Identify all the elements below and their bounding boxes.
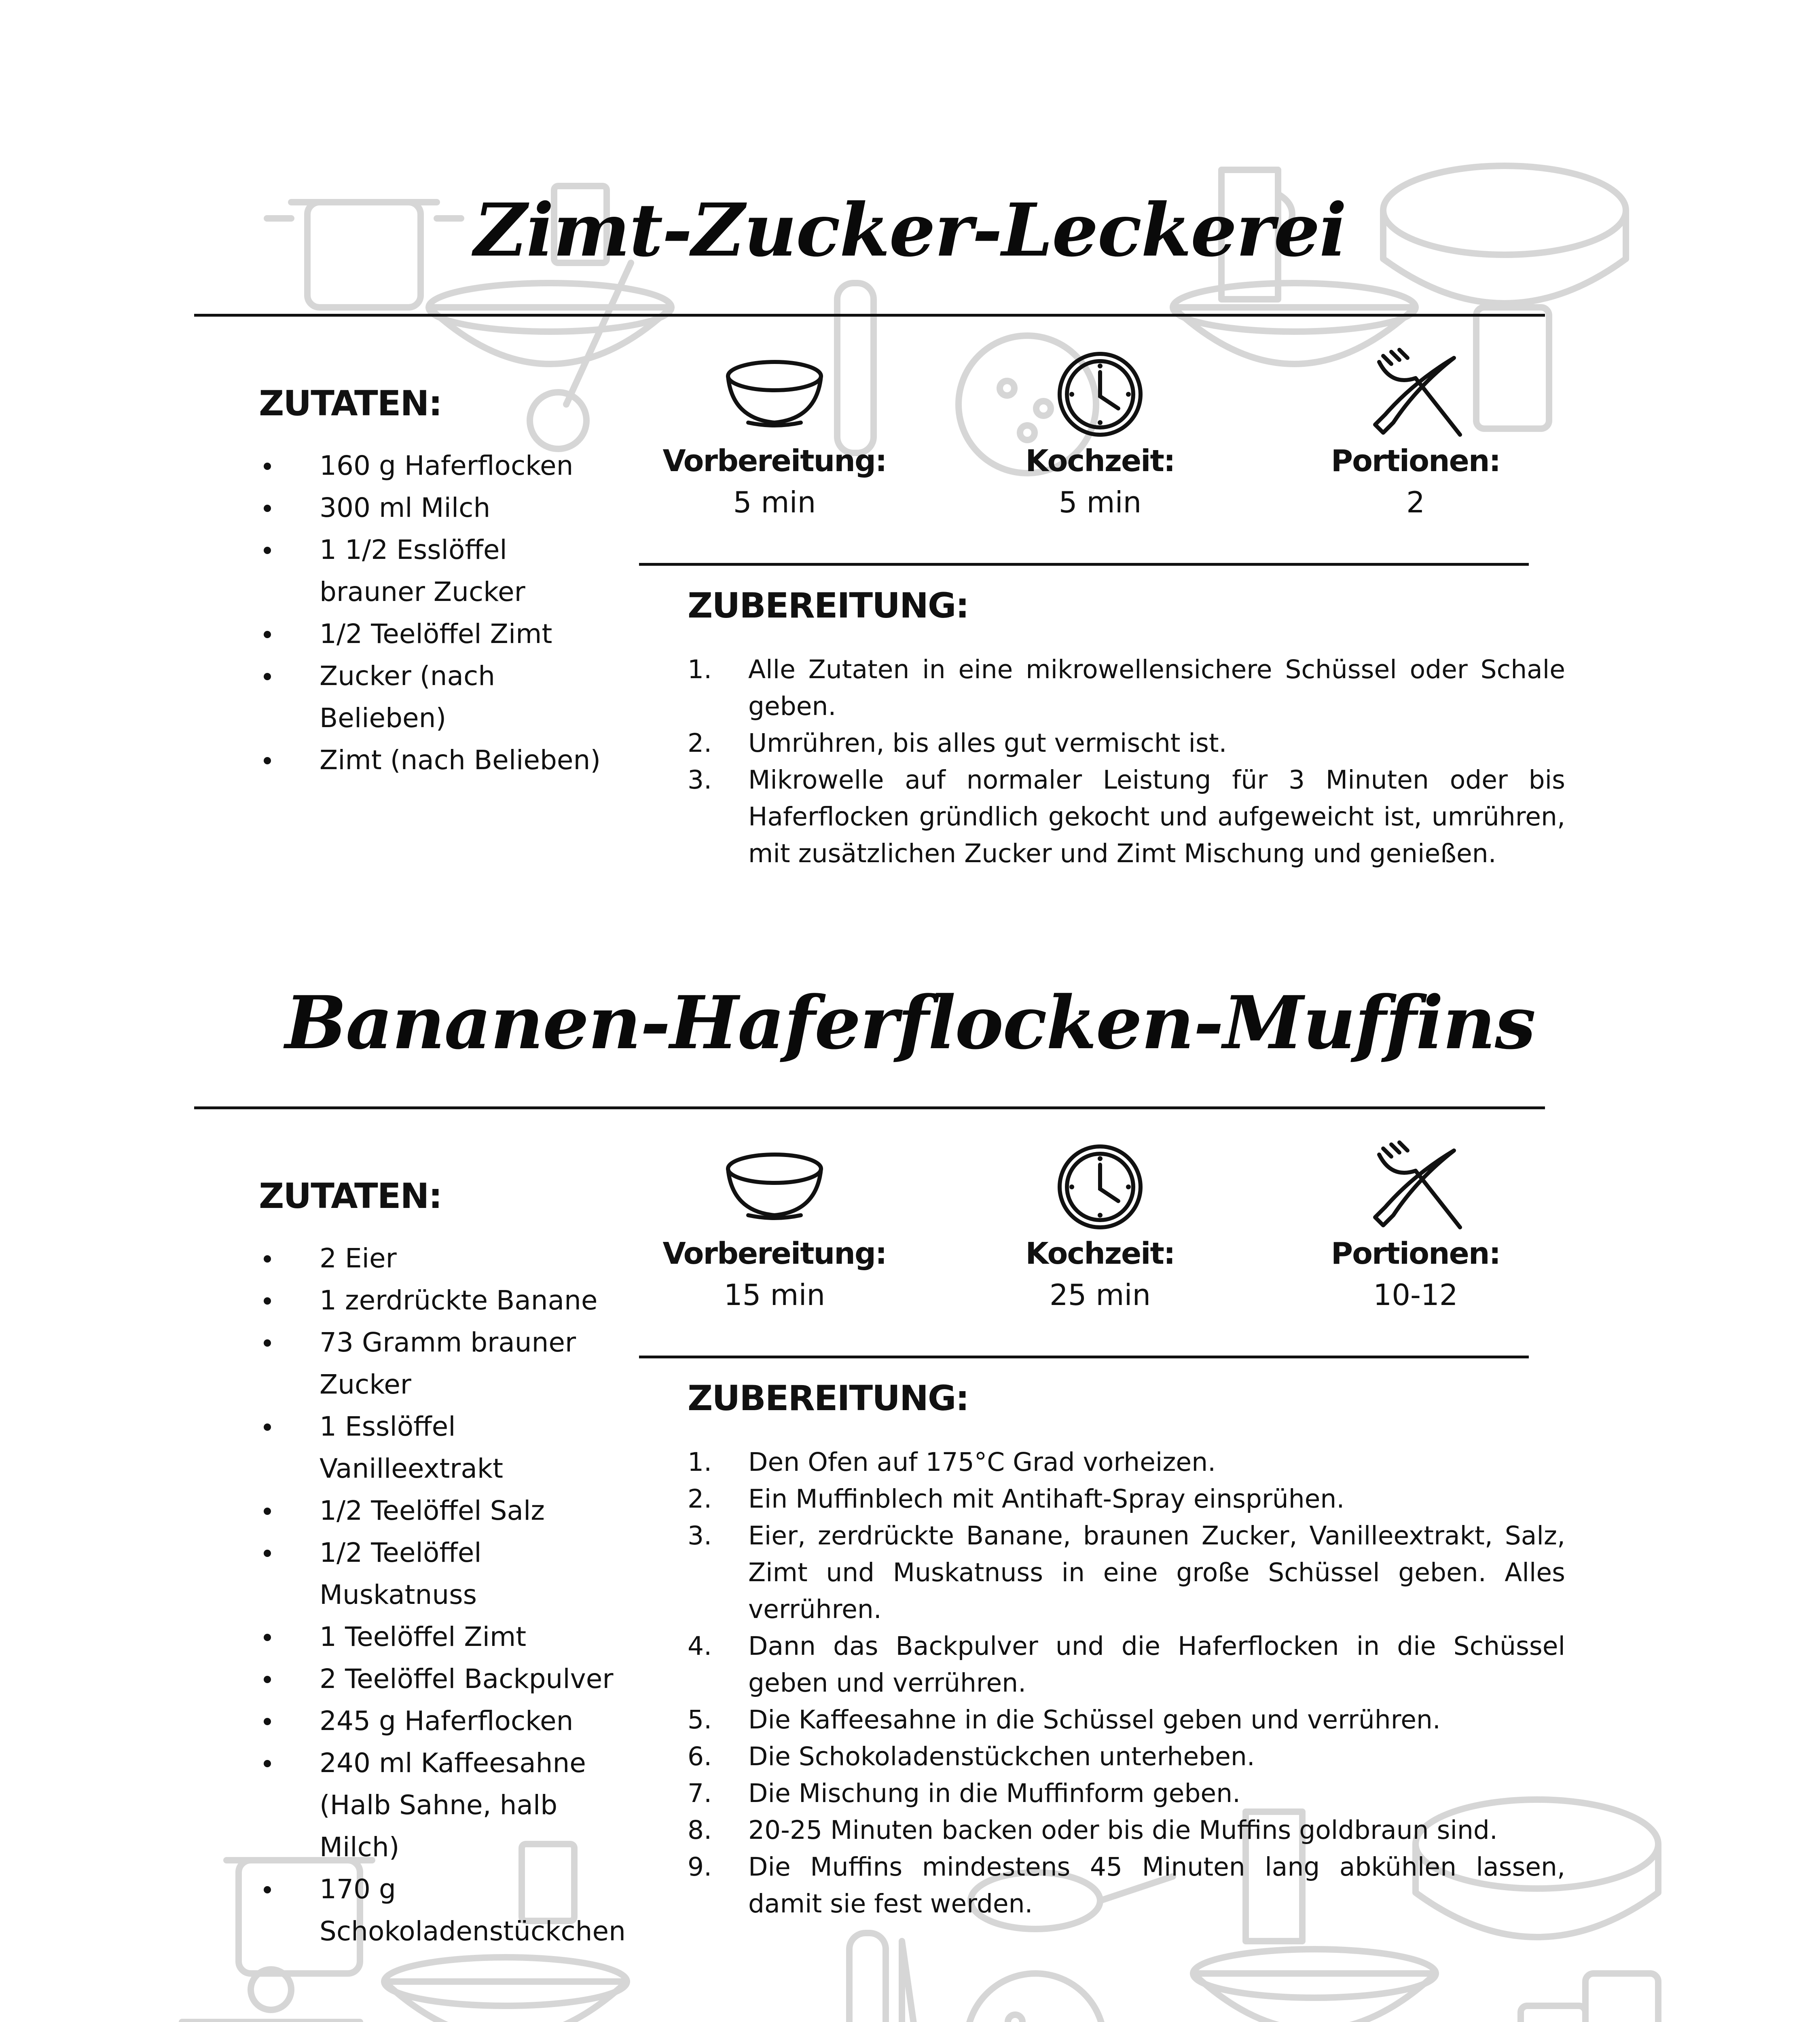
- prep-time-value: 15 min: [724, 1278, 825, 1312]
- step-text: Eier, zerdrückte Banane, braunen Zucker, Vanilleextrakt, Salz, Zimt und Muskatnuss in eine große Schüssel geben. Alles verrühren.: [748, 1521, 1565, 1624]
- cook-time: [979, 348, 1221, 523]
- step-text: 20-25 Minuten backen oder bis die Muffins goldbraun sind.: [748, 1815, 1498, 1845]
- ingredient-item: 1 Teelöffel Zimt: [259, 1616, 631, 1658]
- ingredient-item: 300 ml Milch: [259, 487, 615, 529]
- cook-time-label: Kochzeit:: [1025, 444, 1175, 478]
- ingredient-item: 245 g Haferflocken: [259, 1700, 631, 1742]
- title-divider: [194, 1106, 1545, 1109]
- method-step: [688, 1812, 1565, 1849]
- info-divider: [639, 1356, 1529, 1358]
- step-text: Mikrowelle auf normaler Leistung für 3 Minuten oder bis Haferflocken gründlich gekocht und aufgeweicht ist, umrühren, mit zusätzlichen Zucker und Zimt Mischung und genießen.: [748, 765, 1565, 868]
- ingredient-item: 73 Gramm brauner Zucker: [259, 1322, 631, 1406]
- fork-knife-icon: [1359, 1140, 1472, 1233]
- ingredient-item: Zimt (nach Belieben): [259, 739, 615, 781]
- rolling-pin-icon: [849, 1933, 886, 2022]
- step-text: Den Ofen auf 175°C Grad vorheizen.: [748, 1447, 1216, 1477]
- ingredient-item: 1/2 Teelöffel Zimt: [259, 613, 615, 655]
- step-text: Ein Muffinblech mit Antihaft-Spray einsprühen.: [748, 1484, 1345, 1514]
- servings: [1294, 348, 1537, 523]
- method-step: [688, 1444, 1565, 1481]
- ingredient-item: 1/2 Teelöffel Muskatnuss: [259, 1532, 631, 1616]
- step-number: 9.: [688, 1852, 712, 1882]
- ingredients-list: [259, 445, 615, 781]
- prep-time-label: Vorbereitung:: [662, 444, 887, 478]
- info-divider: [639, 563, 1529, 566]
- step-number: 2.: [688, 728, 712, 758]
- bowl-icon: [718, 348, 831, 441]
- knife-icon: [902, 1941, 918, 2022]
- step-number: 2.: [688, 1484, 712, 1514]
- step-number: 1.: [688, 1447, 712, 1477]
- step-text: Die Muffins mindestens 45 Minuten lang abkühlen lassen, damit sie fest werden.: [748, 1852, 1565, 1918]
- servings: [1294, 1140, 1537, 1316]
- cook-time: [979, 1140, 1221, 1316]
- step-text: Dann das Backpulver und die Haferflocken in die Schüssel geben und verrühren.: [748, 1631, 1565, 1698]
- recipe-title: Bananen-Haferflocken-Muffins: [285, 980, 1535, 1066]
- method-step: [688, 1775, 1565, 1812]
- title-divider: [194, 314, 1545, 317]
- cook-time-value: 5 min: [1058, 485, 1142, 519]
- ingredients-heading: ZUTATEN:: [259, 1176, 442, 1216]
- prep-time-label: Vorbereitung:: [662, 1236, 887, 1271]
- step-number: 8.: [688, 1815, 712, 1845]
- servings-label: Portionen:: [1331, 444, 1500, 478]
- kitchen-scale-icon: [1521, 2006, 1585, 2022]
- step-number: 6.: [688, 1742, 712, 1771]
- ingredient-item: 1 1/2 Esslöffel brauner Zucker: [259, 529, 615, 613]
- clock-icon: [1043, 348, 1157, 441]
- ingredient-item: 2 Teelöffel Backpulver: [259, 1658, 631, 1700]
- method-step: [688, 1701, 1565, 1738]
- ingredient-item: 170 g Schokoladenstückchen: [259, 1868, 631, 1952]
- step-text: Umrühren, bis alles gut vermischt ist.: [748, 728, 1227, 758]
- sugar-bowl-icon: [182, 1969, 360, 2022]
- step-text: Die Schokoladenstückchen unterheben.: [748, 1742, 1255, 1771]
- cook-time-label: Kochzeit:: [1025, 1236, 1175, 1271]
- step-number: 7.: [688, 1779, 712, 1808]
- step-number: 5.: [688, 1705, 712, 1734]
- fork-knife-icon: [1359, 348, 1472, 441]
- recipe-card: [0, 0, 1820, 930]
- step-number: 1.: [688, 655, 712, 684]
- method-step: [688, 725, 1565, 761]
- ingredient-item: 160 g Haferflocken: [259, 445, 615, 487]
- ingredients-list: [259, 1237, 631, 1952]
- method-step: [688, 1517, 1565, 1628]
- recipe-card: [0, 793, 1820, 1947]
- servings-value: 10-12: [1373, 1278, 1458, 1312]
- step-text: Die Mischung in die Muffinform geben.: [748, 1779, 1241, 1808]
- cook-time-value: 25 min: [1049, 1278, 1151, 1312]
- prep-time: [653, 348, 896, 523]
- step-number: 3.: [688, 765, 712, 795]
- recipe-title: Zimt-Zucker-Leckerei: [474, 188, 1346, 273]
- ingredient-item: 1 zerdrückte Banane: [259, 1280, 631, 1322]
- bowl-doodle-icon: [1193, 1949, 1436, 2022]
- method-step: [688, 1628, 1565, 1701]
- servings-value: 2: [1406, 485, 1425, 519]
- ingredient-item: 2 Eier: [259, 1237, 631, 1280]
- bowl-icon: [718, 1140, 831, 1233]
- method-heading: ZUBEREITUNG:: [688, 586, 969, 626]
- step-text: Die Kaffeesahne in die Schüssel geben und verrühren.: [748, 1705, 1441, 1734]
- clock-icon: [1043, 1140, 1157, 1233]
- method-step: [688, 1849, 1565, 1922]
- ingredient-item: 240 ml Kaffeesahne (Halb Sahne, halb Milch): [259, 1742, 631, 1868]
- ingredient-item: 1/2 Teelöffel Salz: [259, 1490, 631, 1532]
- ingredients-heading: ZUTATEN:: [259, 383, 442, 424]
- method-step: [688, 1481, 1565, 1517]
- step-number: 4.: [688, 1631, 712, 1661]
- method-step: [688, 1738, 1565, 1775]
- ingredient-item: 1 Esslöffel Vanilleextrakt: [259, 1406, 631, 1490]
- step-number: 3.: [688, 1521, 712, 1550]
- grater-icon: [1585, 1973, 1658, 2022]
- servings-label: Portionen:: [1331, 1236, 1500, 1271]
- colander-icon: [967, 1973, 1104, 2022]
- prep-time: [653, 1140, 896, 1316]
- step-text: Alle Zutaten in eine mikrowellensichere Schüssel oder Schale geben.: [748, 655, 1565, 721]
- bowl-doodle-icon: [384, 1957, 627, 2022]
- prep-time-value: 5 min: [733, 485, 816, 519]
- method-steps: [688, 1444, 1565, 1922]
- ingredient-item: Zucker (nach Belieben): [259, 655, 615, 739]
- method-step: [688, 651, 1565, 725]
- method-heading: ZUBEREITUNG:: [688, 1378, 969, 1419]
